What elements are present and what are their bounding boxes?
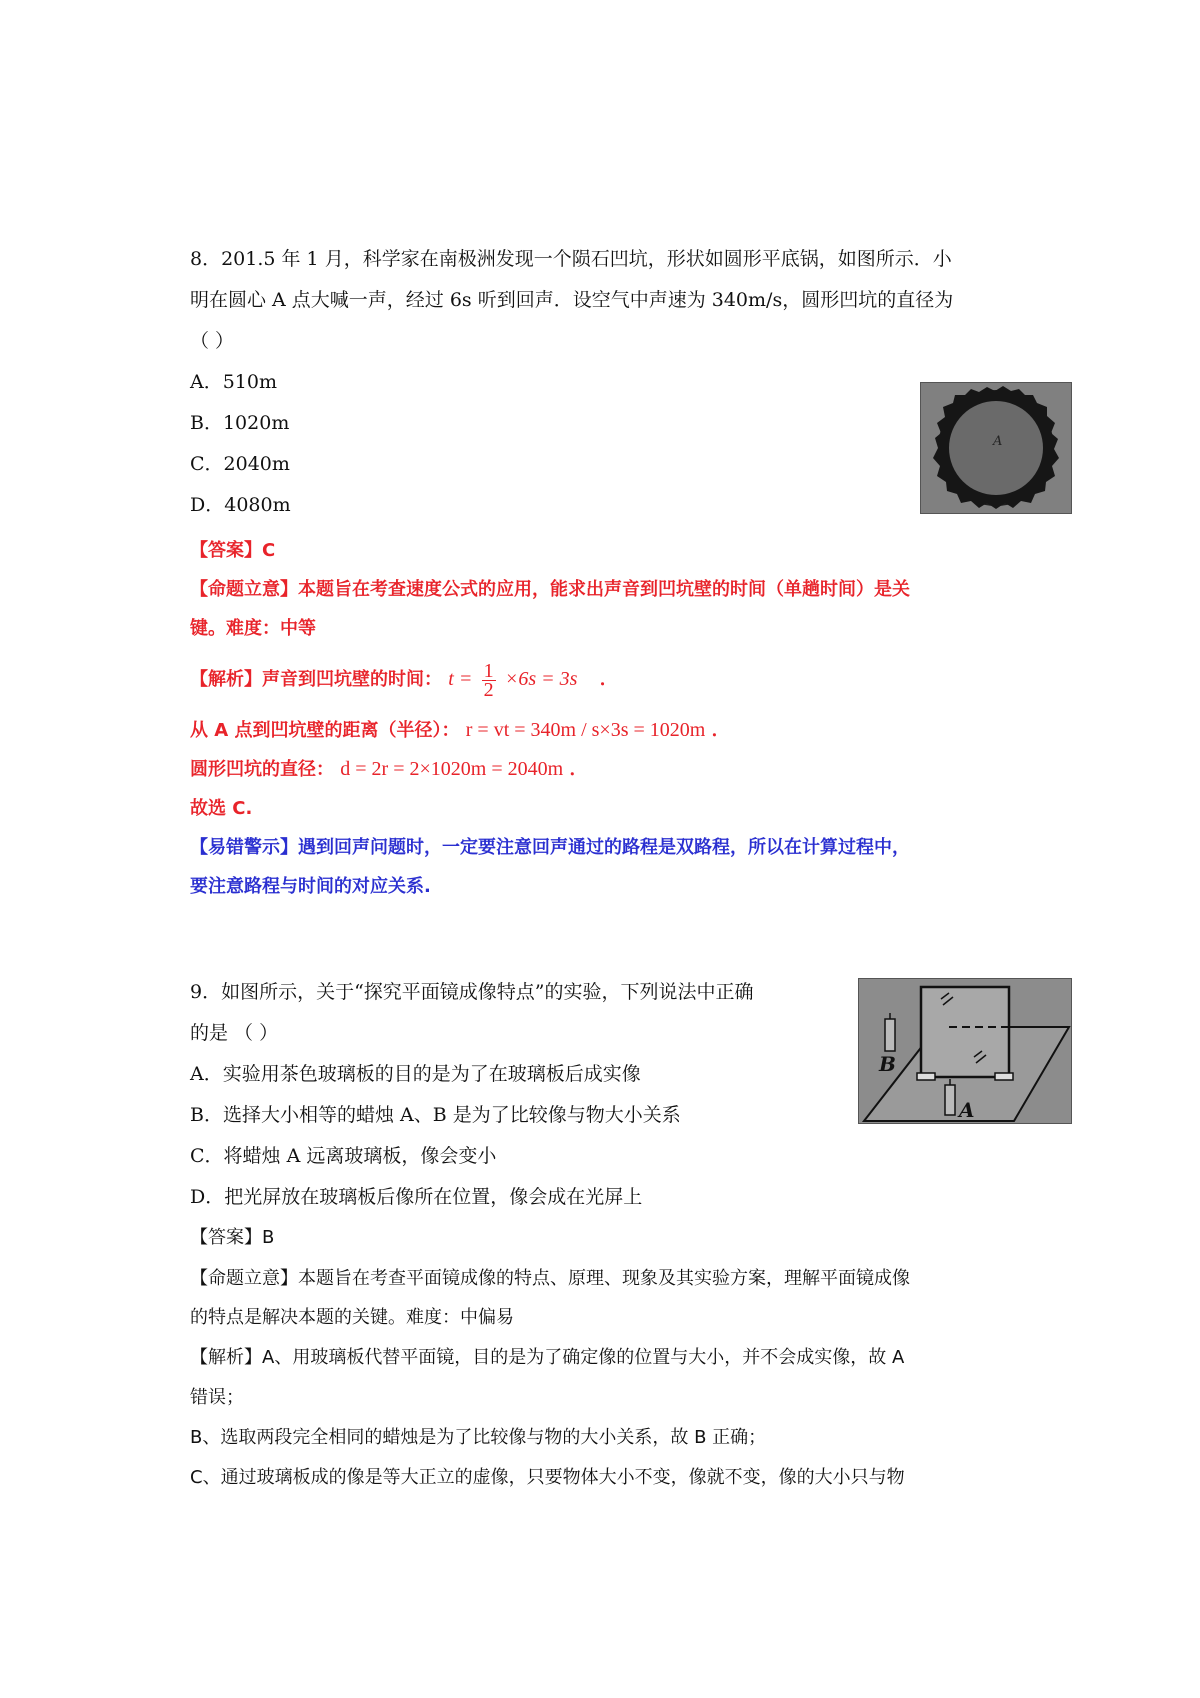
q8-warning-line2: 要注意路程与时间的对应关系.: [190, 876, 431, 897]
q9-analysis-line3: B、选取两段完全相同的蜡烛是为了比较像与物的大小关系，故 B 正确；: [190, 1427, 767, 1448]
candle-a-label: A: [959, 1098, 975, 1122]
q8-option-a: A．510m: [190, 371, 278, 393]
crater-image: [921, 383, 1071, 513]
q8-analysis-prefix: 【解析】声音到凹坑壁的时间：: [190, 669, 442, 690]
candle-b-label: B: [879, 1052, 896, 1076]
q9-analysis-line1: 【解析】A、用玻璃板代替平面镜，目的是为了确定像的位置与大小，并不会成实像，故 A: [190, 1347, 905, 1368]
q8-eq1-end: ．: [599, 669, 618, 690]
mirror-image: [859, 979, 1071, 1123]
q8-warning-line1: 【易错警示】遇到回声问题时，一定要注意回声通过的路程是双路程，所以在计算过程中，: [190, 837, 910, 858]
q8-eq1-lhs: t =: [448, 668, 473, 690]
q8-analysis-line: [190, 659, 618, 700]
q8-distance-line: [190, 718, 730, 743]
crater-figure: [920, 382, 1072, 514]
q8-intent-line2: 键。难度：中等: [190, 618, 316, 639]
q8-eq1-numerator: 1: [483, 659, 494, 682]
q9-option-b: B．选择大小相等的蜡烛 A、B 是为了比较像与物大小关系: [190, 1104, 681, 1126]
q8-stem-line1: 8．201.5 年 1 月，科学家在南极洲发现一个陨石凹坑，形状如圆形平底锅，如图所示．小: [190, 248, 952, 270]
q8-diameter-prefix: 圆形凹坑的直径：: [190, 759, 334, 780]
q8-option-b: B．1020m: [190, 412, 290, 434]
q9-analysis-line2: 错误；: [190, 1387, 244, 1408]
crater-label-a: A: [993, 434, 1003, 449]
q8-intent-line1: 【命题立意】本题旨在考查速度公式的应用，能求出声音到凹坑壁的时间（单趟时间）是关: [190, 579, 910, 600]
q8-diameter-line: [190, 757, 587, 782]
q8-diameter-end: ．: [569, 759, 588, 780]
q9-analysis-line4: C、通过玻璃板成的像是等大正立的虚像，只要物体大小不变，像就不变，像的大小只与物: [190, 1467, 905, 1488]
q8-diameter-equation: d = 2r = 2×1020m = 2040m: [340, 758, 564, 780]
q9-option-c: C．将蜡烛 A 远离玻璃板，像会变小: [190, 1145, 497, 1167]
q8-option-c: C．2040m: [190, 453, 290, 475]
q8-eq1-denominator: 2: [483, 678, 494, 701]
q9-intent-line2: 的特点是解决本题的关键。难度：中偏易: [190, 1307, 514, 1328]
q9-stem-line2: 的是 （ ）: [190, 1022, 279, 1044]
q8-distance-end: ．: [711, 720, 730, 741]
q8-choose: 故选 C.: [190, 798, 253, 819]
q8-eq1-fraction: [482, 659, 496, 701]
q8-option-d: D．4080m: [190, 494, 291, 516]
q8-answer: 【答案】C: [190, 540, 276, 561]
mirror-figure: [858, 978, 1072, 1124]
q8-distance-equation: r = vt = 340m / s×3s = 1020m: [465, 719, 706, 741]
q8-stem-line2: 明在圆心 A 点大喊一声，经过 6s 听到回声．设空气中声速为 340m/s，圆形凹坑的直径为: [190, 289, 954, 311]
q9-intent-line1: 【命题立意】本题旨在考查平面镜成像的特点、原理、现象及其实验方案，理解平面镜成像: [190, 1268, 910, 1289]
q9-option-a: A．实验用茶色玻璃板的目的是为了在玻璃板后成实像: [190, 1063, 641, 1085]
q8-distance-prefix: 从 A 点到凹坑壁的距离（半径）：: [190, 720, 460, 741]
q8-stem-line3: （ ）: [190, 330, 235, 352]
q9-answer: 【答案】B: [190, 1227, 275, 1248]
q9-stem-line1: 9．如图所示，关于“探究平面镜成像特点”的实验，下列说法中正确: [190, 981, 754, 1003]
q9-option-d: D．把光屏放在玻璃板后像所在位置，像会成在光屏上: [190, 1186, 643, 1208]
q8-eq1-rhs: ×6s = 3s: [504, 668, 578, 690]
